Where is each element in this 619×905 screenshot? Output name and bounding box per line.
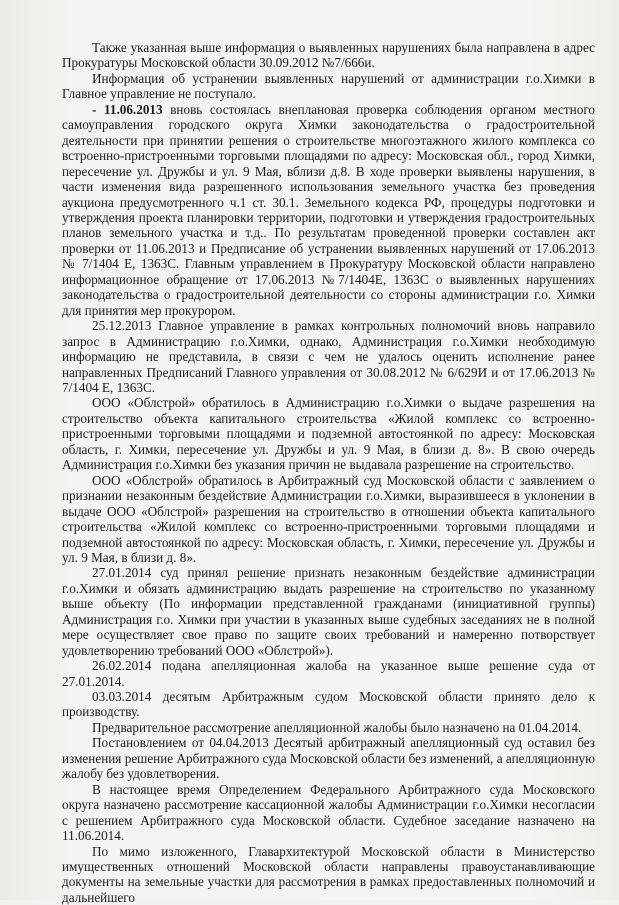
paragraph-text: 27.01.2014 суд принял решение признать незаконным бездействие администрации г.о.Химки и обязать администрацию выдать разрешение на строительство по указанному выше объекту (По информации представленной гражданами (инициативной группы) Администрация г.о. Химки при участии в указанных выше судебных заседаниях не в полной мере осуществляет свое право по защите своих требований и намеренно потворствует удовлетворению требований ООО «Облстрой»).	[62, 565, 595, 658]
paragraph-text: Информация об устранении выявленных нарушений от администрации г.о.Химки в Главное управление не поступало.	[62, 70, 595, 102]
paragraph-text: 26.02.2014 подана апелляционная жалоба на указанное выше решение суда от 27.01.2014.	[62, 658, 595, 689]
paragraph-8	[62, 658, 595, 689]
paragraph-text: 03.03.2014 десятым Арбитражным судом Московской области принято дело к производству.	[62, 689, 595, 720]
paragraph-text: В настоящее время Определением Федерального Арбитражного суда Московского округа назначено рассмотрение кассационной жалобы Администрации г.о.Химки несогласии с решением Арбитражного суда Московской области. Судебное заседание назначено на 11.06.2014.	[62, 781, 595, 844]
paragraph-5	[62, 395, 595, 472]
paragraph-text: ООО «Облстрой» обратилось в Администрацию г.о.Химки о выдаче разрешения на строительство объекта капитального строительства «Жилой комплекс со встроенно-пристроенными торговыми площадями и подземной автостоянкой по адресу: Московская область, г. Химки, пересечение ул. Дружбы и ул. 9 Мая, в близи д. 8». В свою очередь Администрация г.о.Химки без указания причин не выдавала разрешение на строительство.	[62, 395, 595, 473]
paragraph-4	[62, 318, 595, 395]
paragraph-text: Предварительное рассмотрение апелляционной жалобы было назначено на 01.04.2014.	[92, 719, 582, 735]
paragraph-text: Также указанная выше информация о выявленных нарушениях была направлена в адрес Прокуратуры Московской области 30.09.2012 №7/666и.	[62, 40, 595, 71]
paragraph-11	[62, 735, 595, 781]
paragraph-6	[62, 473, 595, 566]
paragraph-text: По мимо изложенного, Главархитектурой Московской области в Министерство имущественных отношений Московской области направлены правоустанавливающие документы на земельные участки для рассмотрения в рамках предоставленных полномочий и дальнейшего	[62, 843, 595, 905]
paragraph-9	[62, 689, 595, 720]
paragraph-12	[62, 782, 595, 844]
paragraph-1	[62, 40, 595, 71]
paragraph-text: 25.12.2013 Главное управление в рамках контрольных полномочий вновь направило запрос в Администрацию г.о.Химки, однако, Администрация г.о.Химки необходимую информацию не представила, в связи с чем не удалось оценить исполнение ранее направленных Предписаний Главного управления от 30.08.2012 № 6/629И и от 17.06.2013 № 7/1404 Е, 1363С.	[62, 318, 595, 395]
paragraph-text: Постановлением от 04.04.2013 Десятый арбитражный апелляционный суд оставил без изменения решение Арбитражного суда Московской области без изменений, а апелляционную жалобу без удовлетворения.	[62, 735, 595, 782]
paragraph-2	[62, 71, 595, 102]
paragraph-13	[62, 844, 595, 905]
paragraph-10	[62, 720, 595, 735]
paragraph-text: ООО «Облстрой» обратилось в Арбитражный суд Московской области с заявлением о признании незаконным бездействие Администрации г.о.Химки, выразившееся в уклонении в выдаче ООО «Облстрой» разрешения на строительство в отношении объекта капитального строительства «Жилой комплекс со встроенно-пристроенными торговыми площадями и подземной автостоянкой по адресу: Московская область, г. Химки, пересечение ул. Дружбы и ул. 9 Мая, в близи д. 8».	[62, 472, 595, 565]
paragraph-7	[62, 565, 595, 658]
paragraph-3	[62, 102, 595, 318]
paragraph-lead-date: - 11.06.2013	[92, 101, 163, 117]
paragraph-text: вновь состоялась внеплановая проверка соблюдения органом местного самоуправления городского округа Химки законодательства о градостроительной деятельности при принятии решения о строительстве многоэтажного жилого комплекса со встроенно-пристроенными торговыми площадями по адресу: Московская обл., город Химки, пересечение ул. Дружбы и ул. 9 Мая, вблизи д.8. В ходе проверки выявлены нарушения, в части изменения вида разрешенного использования земельного участка без проведения аукциона предусмотренного ч.1 ст. 30.1. Земельного кодекса РФ, процедуры подготовки и утверждения проекта планировки территории, подготовки и утверждения градостроительных планов земельного участка и т.д.. По результатам проведенной проверки составлен акт проверки от 11.06.2013 и Предписание об устранении выявленных нарушений от 17.06.2013 № 7/1404 Е, 1363С. Главным управлением в Прокуратуру Московской области направлено информационное обращение от 17.06.2013 №7/1404Е, 1363С о выявленных нарушениях законодательства о градостроительной деятельности со стороны администрации г.о. Химки для принятия мер прокурором.	[62, 101, 595, 318]
